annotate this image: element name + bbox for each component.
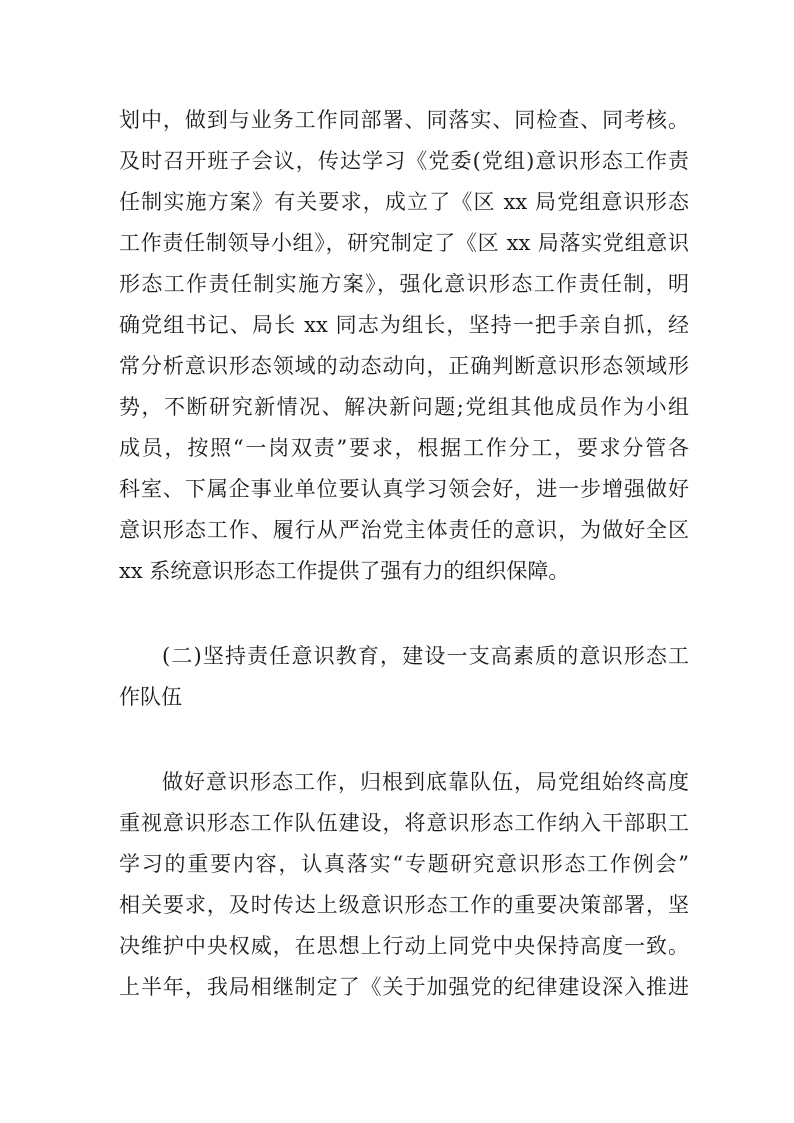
paragraph-line: 意识形态工作、履行从严治党主体责任的意识，为做好全区 [119,518,689,542]
paragraph-line: 做好意识形态工作，归根到底靠队伍，局党组始终高度 [162,770,689,794]
paragraph-line: 决维护中央权威，在思想上行动上同党中央保持高度一致。 [119,934,689,958]
paragraph-line: 科室、下属企事业单位要认真学习领会好，进一步增强做好 [119,477,689,501]
paragraph-line: 成员，按照“一岗双责”要求，根据工作分工，要求分管各 [119,436,689,460]
paragraph-line: 形态工作责任制实施方案》，强化意识形态工作责任制，明 [119,272,689,296]
section-heading: 作队伍 [119,685,182,709]
paragraph-line: 相关要求，及时传达上级意识形态工作的重要决策部署，坚 [119,893,689,917]
paragraph-line: 工作责任制领导小组》，研究制定了《区 xx 局落实党组意识 [119,231,689,255]
paragraph-line: 常分析意识形态领域的动态动向，正确判断意识形态领域形 [119,354,689,378]
paragraph-line: 任制实施方案》有关要求，成立了《区 xx 局党组意识形态 [119,190,689,214]
paragraph-line: xx 系统意识形态工作提供了强有力的组织保障。 [119,559,570,583]
paragraph-line: 上半年，我局相继制定了《关于加强党的纪律建设深入推进 [119,975,689,999]
section-heading: (二)坚持责任意识教育，建设一支高素质的意识形态工 [162,644,689,668]
paragraph-line: 学习的重要内容，认真落实“专题研究意识形态工作例会” [119,852,689,876]
paragraph-line: 重视意识形态工作队伍建设，将意识形态工作纳入干部职工 [119,811,689,835]
paragraph-line: 势，不断研究新情况、解决新问题;党组其他成员作为小组 [119,395,689,419]
paragraph-line: 划中，做到与业务工作同部署、同落实、同检查、同考核。 [119,108,689,132]
paragraph-line: 及时召开班子会议，传达学习《党委(党组)意识形态工作责 [119,149,689,173]
paragraph-line: 确党组书记、局长 xx 同志为组长，坚持一把手亲自抓，经 [119,313,689,337]
